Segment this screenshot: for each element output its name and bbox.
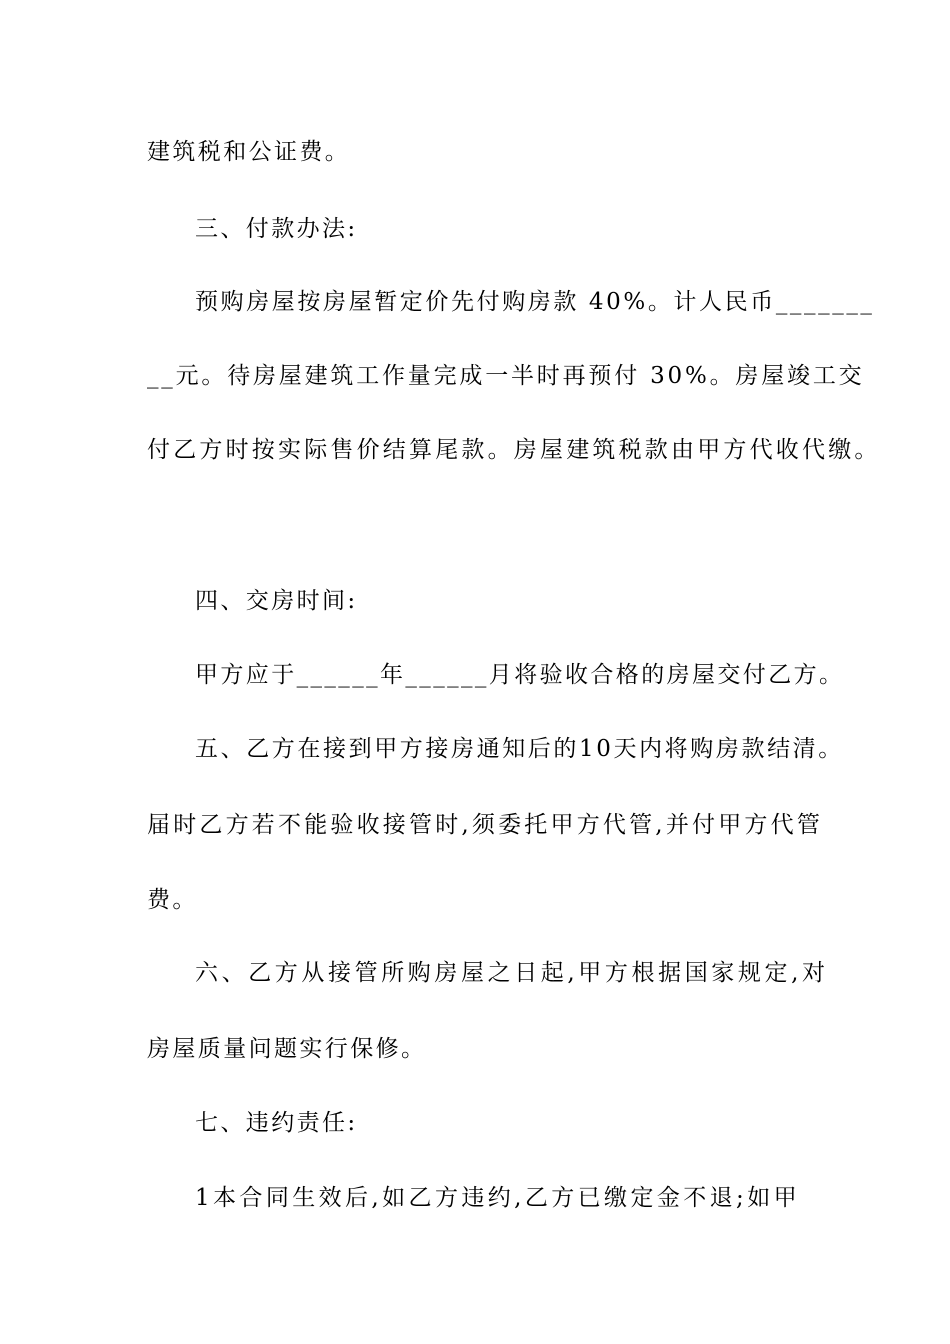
text-line: 房屋质量问题实行保修。 [147,1036,427,1062]
text-line: 届时乙方若不能验收接管时,须委托甲方代管,并付甲方代管 [147,812,824,838]
text-line: 1本合同生效后,如乙方违约,乙方已缴定金不退;如甲 [195,1185,801,1211]
text-line: 建筑税和公证费。 [147,139,351,165]
section-heading: 三、付款办法: [195,216,358,242]
section-heading: 四、交房时间: [195,588,358,614]
text-line: 预购房屋按房屋暂定价先付购房款 40%。计人民币_______ [195,289,875,315]
text-line: 费。 [147,887,198,913]
text-line: 六、乙方从接管所购房屋之日起,甲方根据国家规定,对 [195,960,829,986]
section-heading: 七、违约责任: [195,1110,358,1136]
text-line: 甲方应于______年______月将验收合格的房屋交付乙方。 [195,662,845,688]
text-line: 付乙方时按实际售价结算尾款。房屋建筑税款由甲方代收代缴。 [147,437,881,463]
text-line: 五、乙方在接到甲方接房通知后的10天内将购房款结清。 [195,736,844,762]
text-line: __元。待房屋建筑工作量完成一半时再预付 30%。房屋竣工交 [147,363,865,389]
